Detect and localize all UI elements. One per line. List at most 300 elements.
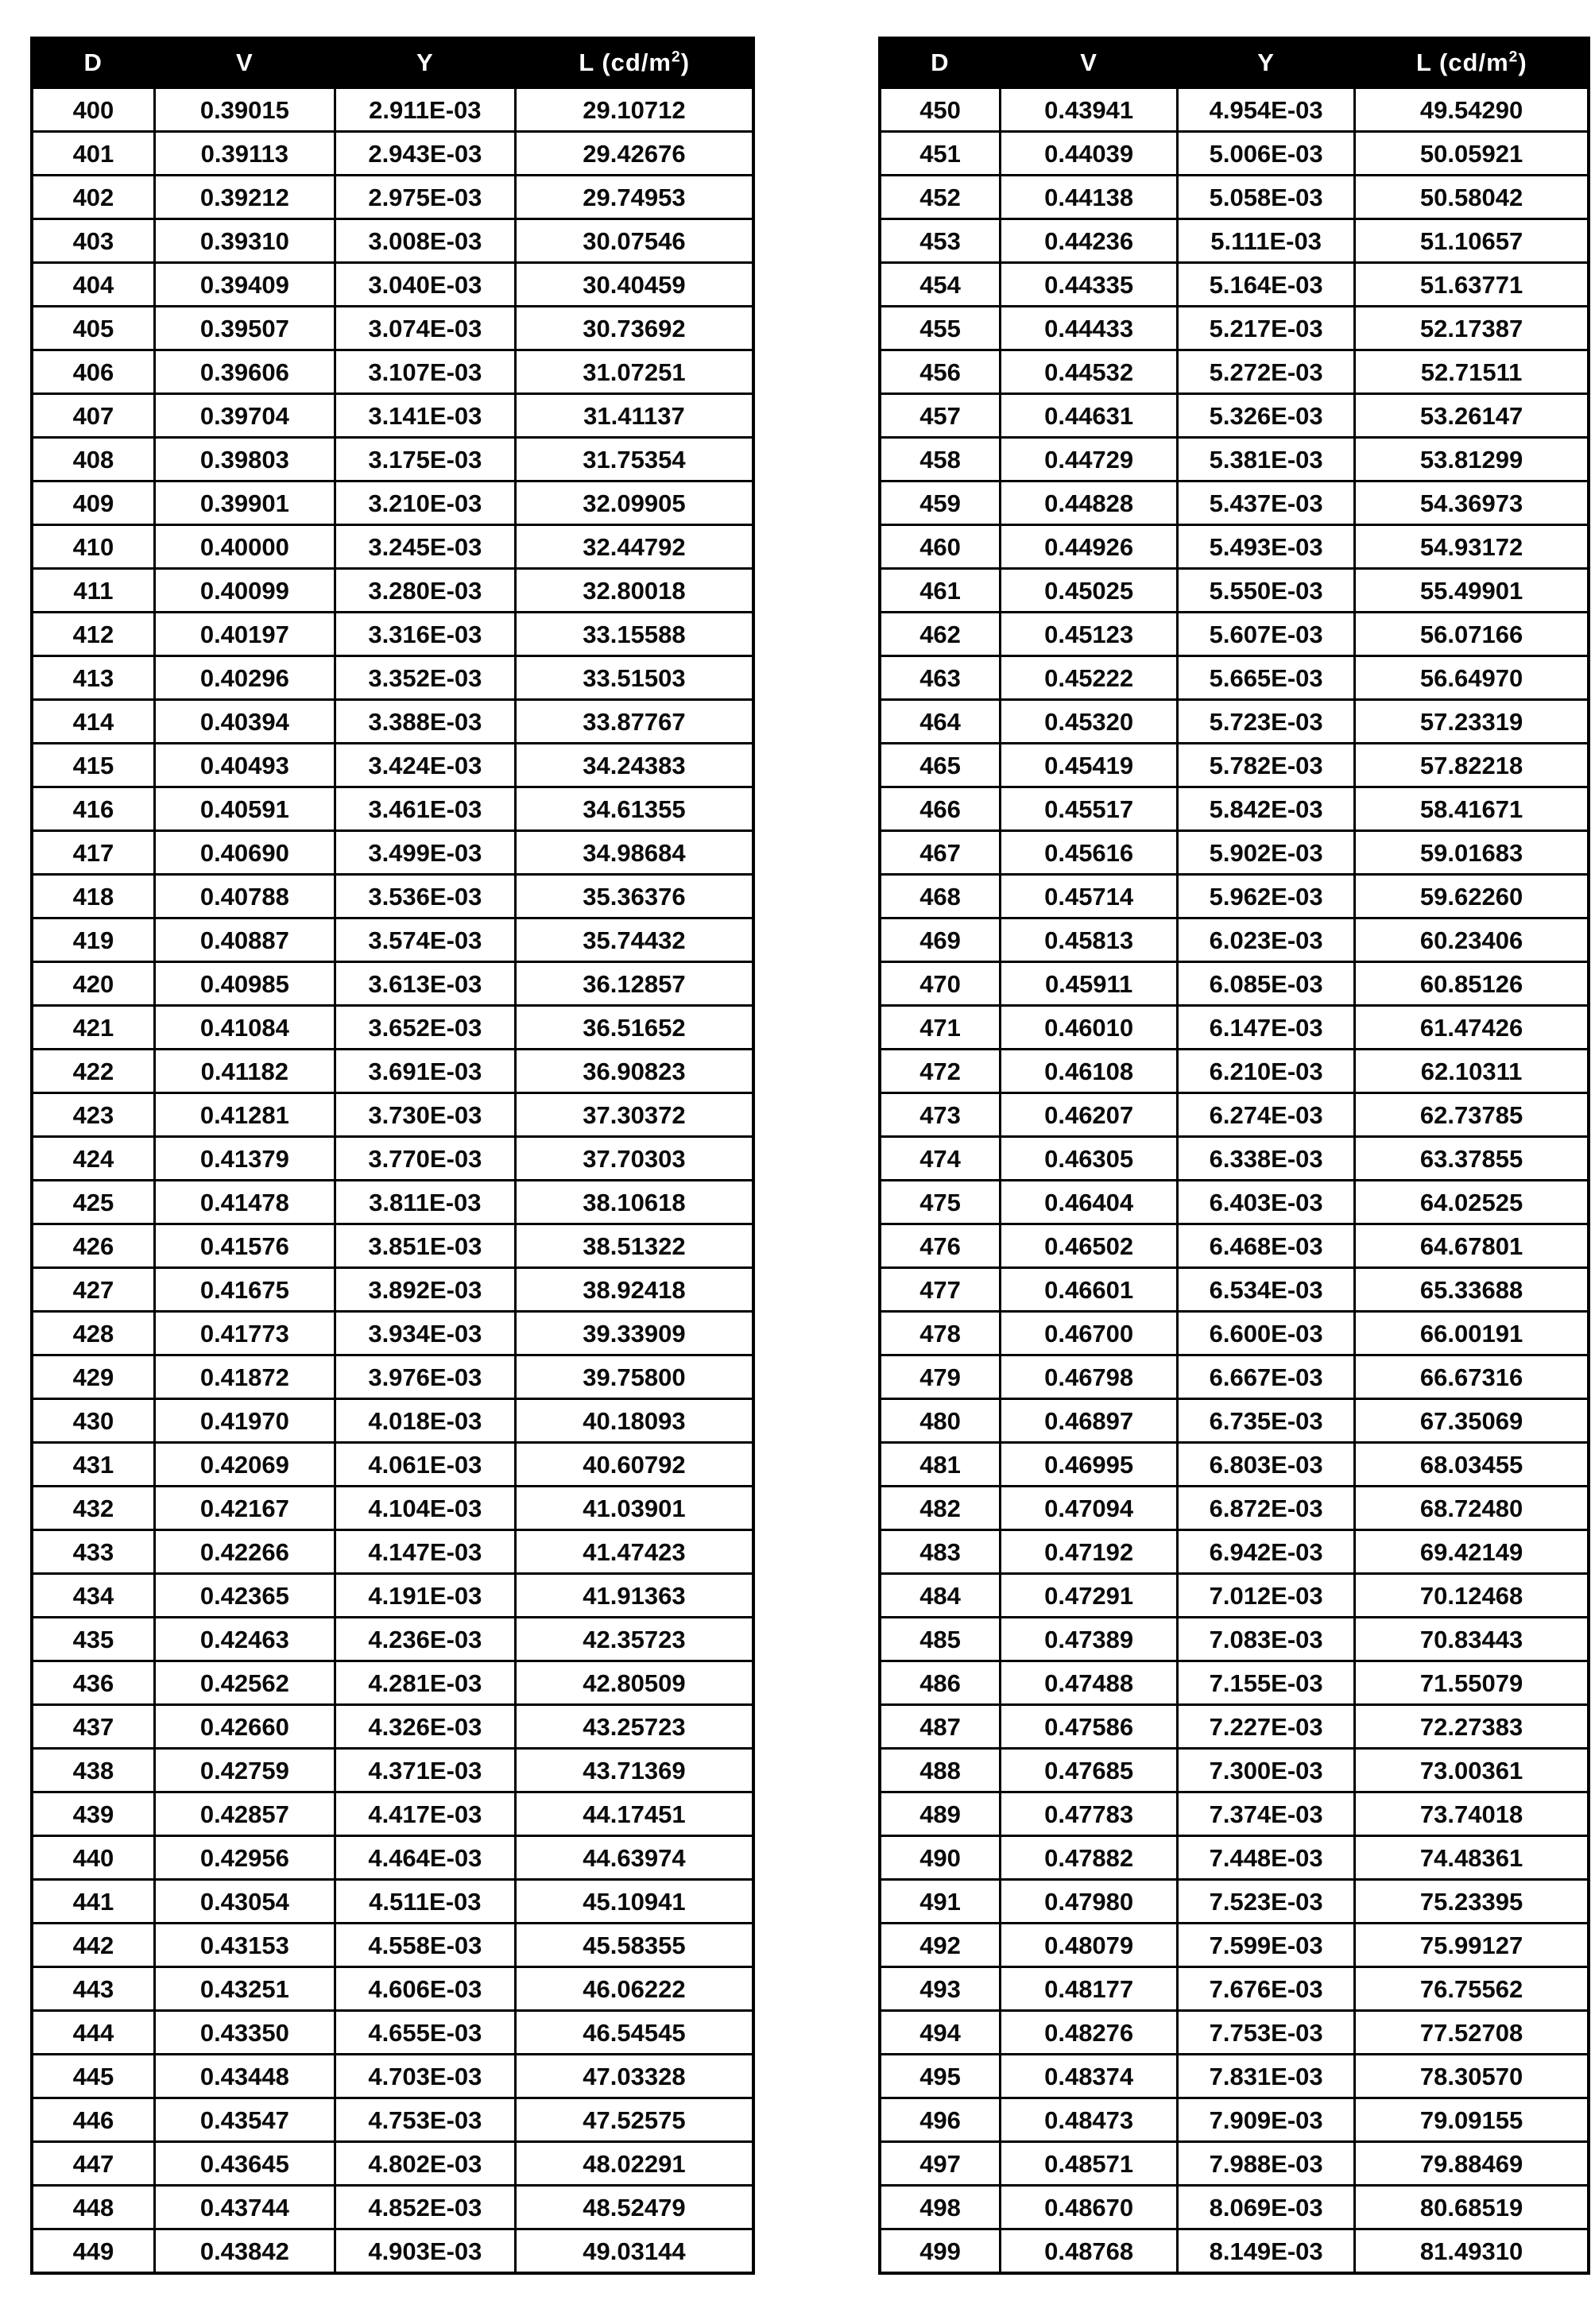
- cell: 441: [32, 1880, 154, 1924]
- cell: 3.892E-03: [335, 1268, 515, 1312]
- cell: 0.44532: [1001, 350, 1178, 394]
- cell: 41.47423: [515, 1530, 753, 1574]
- cell: 0.42167: [154, 1487, 335, 1530]
- cell: 4.606E-03: [335, 1967, 515, 2011]
- table-row: [32, 263, 753, 307]
- cell: 475: [880, 1181, 1001, 1224]
- cell: 476: [880, 1224, 1001, 1268]
- cell: 0.41970: [154, 1399, 335, 1443]
- cell: 30.40459: [515, 263, 753, 307]
- cell: 56.64970: [1355, 656, 1589, 700]
- table-row: [880, 87, 1589, 132]
- cell: 3.316E-03: [335, 613, 515, 656]
- cell: 406: [32, 350, 154, 394]
- cell: 403: [32, 219, 154, 263]
- cell: 0.40394: [154, 700, 335, 744]
- cell: 442: [32, 1924, 154, 1967]
- table-row: [32, 962, 753, 1006]
- table-row: [32, 569, 753, 613]
- cell: 4.753E-03: [335, 2098, 515, 2142]
- cell: 0.39409: [154, 263, 335, 307]
- cell: 31.41137: [515, 394, 753, 438]
- cell: 0.44138: [1001, 176, 1178, 219]
- cell: 0.41281: [154, 1093, 335, 1137]
- table-row: [32, 394, 753, 438]
- table-row: [32, 176, 753, 219]
- table-row: [880, 875, 1589, 918]
- cell: 4.281E-03: [335, 1661, 515, 1705]
- cell: 67.35069: [1355, 1399, 1589, 1443]
- cell: 496: [880, 2098, 1001, 2142]
- cell: 5.782E-03: [1178, 744, 1355, 787]
- cell: 56.07166: [1355, 613, 1589, 656]
- cell: 3.613E-03: [335, 962, 515, 1006]
- cell: 0.45419: [1001, 744, 1178, 787]
- cell: 430: [32, 1399, 154, 1443]
- table-row: [880, 1574, 1589, 1618]
- cell: 0.45813: [1001, 918, 1178, 962]
- cell: 456: [880, 350, 1001, 394]
- table-row: [880, 219, 1589, 263]
- cell: 0.47586: [1001, 1705, 1178, 1749]
- cell: 0.39901: [154, 481, 335, 525]
- cell: 5.058E-03: [1178, 176, 1355, 219]
- cell: 73.74018: [1355, 1792, 1589, 1836]
- table-row: [880, 438, 1589, 481]
- cell: 51.10657: [1355, 219, 1589, 263]
- cell: 423: [32, 1093, 154, 1137]
- cell: 433: [32, 1530, 154, 1574]
- cell: 0.39606: [154, 350, 335, 394]
- cell: 65.33688: [1355, 1268, 1589, 1312]
- cell: 6.338E-03: [1178, 1137, 1355, 1181]
- cell: 7.448E-03: [1178, 1836, 1355, 1880]
- cell: 0.44729: [1001, 438, 1178, 481]
- table-row: [880, 962, 1589, 1006]
- cell: 0.43842: [154, 2229, 335, 2274]
- cell: 3.851E-03: [335, 1224, 515, 1268]
- cell: 4.417E-03: [335, 1792, 515, 1836]
- cell: 4.703E-03: [335, 2055, 515, 2098]
- table-row: [880, 613, 1589, 656]
- cell: 431: [32, 1443, 154, 1487]
- table-row: [32, 744, 753, 787]
- cell: 5.902E-03: [1178, 831, 1355, 875]
- cell: 0.46700: [1001, 1312, 1178, 1355]
- cell: 432: [32, 1487, 154, 1530]
- table-row: [32, 219, 753, 263]
- cell: 0.48079: [1001, 1924, 1178, 1967]
- cell: 40.60792: [515, 1443, 753, 1487]
- cell: 0.40197: [154, 613, 335, 656]
- cell: 53.81299: [1355, 438, 1589, 481]
- cell: 4.061E-03: [335, 1443, 515, 1487]
- table-row: [880, 1749, 1589, 1792]
- gsdf-table-400-449: [30, 37, 755, 2275]
- cell: 437: [32, 1705, 154, 1749]
- cell: 0.45911: [1001, 962, 1178, 1006]
- cell: 413: [32, 656, 154, 700]
- cell: 478: [880, 1312, 1001, 1355]
- cell: 4.018E-03: [335, 1399, 515, 1443]
- cell: 3.536E-03: [335, 875, 515, 918]
- cell: 439: [32, 1792, 154, 1836]
- cell: 0.39803: [154, 438, 335, 481]
- table-row: [880, 569, 1589, 613]
- cell: 408: [32, 438, 154, 481]
- table-row: [880, 656, 1589, 700]
- cell: 41.91363: [515, 1574, 753, 1618]
- table-row: [32, 918, 753, 962]
- table-row: [880, 2098, 1589, 2142]
- table-row: [880, 1836, 1589, 1880]
- cell: 419: [32, 918, 154, 962]
- cell: 424: [32, 1137, 154, 1181]
- cell: 451: [880, 132, 1001, 176]
- table-row: [32, 2229, 753, 2274]
- cell: 0.43547: [154, 2098, 335, 2142]
- table-header: [32, 38, 753, 87]
- cell: 461: [880, 569, 1001, 613]
- cell: 0.44926: [1001, 525, 1178, 569]
- cell: 455: [880, 307, 1001, 350]
- cell: 5.550E-03: [1178, 569, 1355, 613]
- cell: 46.54545: [515, 2011, 753, 2055]
- cell: 6.735E-03: [1178, 1399, 1355, 1443]
- cell: 453: [880, 219, 1001, 263]
- cell: 3.934E-03: [335, 1312, 515, 1355]
- cell: 0.41872: [154, 1355, 335, 1399]
- cell: 494: [880, 2011, 1001, 2055]
- cell: 5.607E-03: [1178, 613, 1355, 656]
- cell: 490: [880, 1836, 1001, 1880]
- cell: 34.24383: [515, 744, 753, 787]
- cell: 49.03144: [515, 2229, 753, 2274]
- gsdf-table-450-499: [878, 37, 1590, 2275]
- table-row: [880, 1705, 1589, 1749]
- cell: 0.45714: [1001, 875, 1178, 918]
- table-row: [880, 307, 1589, 350]
- cell: 0.46305: [1001, 1137, 1178, 1181]
- cell: 402: [32, 176, 154, 219]
- table-row: [880, 1137, 1589, 1181]
- cell: 435: [32, 1618, 154, 1661]
- column-header-luminance: L $(cd/m^2)$: [515, 38, 753, 87]
- cell: 33.15588: [515, 613, 753, 656]
- cell: 0.47488: [1001, 1661, 1178, 1705]
- table-row: [880, 1661, 1589, 1705]
- cell: 450: [880, 87, 1001, 132]
- cell: 0.48473: [1001, 2098, 1178, 2142]
- cell: 4.326E-03: [335, 1705, 515, 1749]
- cell: 78.30570: [1355, 2055, 1589, 2098]
- cell: 7.374E-03: [1178, 1792, 1355, 1836]
- cell: 54.36973: [1355, 481, 1589, 525]
- cell: 6.023E-03: [1178, 918, 1355, 962]
- cell: 411: [32, 569, 154, 613]
- cell: 0.48374: [1001, 2055, 1178, 2098]
- cell: 487: [880, 1705, 1001, 1749]
- cell: 0.43153: [154, 1924, 335, 1967]
- cell: 492: [880, 1924, 1001, 1967]
- table-row: [32, 2186, 753, 2229]
- cell: 48.52479: [515, 2186, 753, 2229]
- table-row: [32, 1443, 753, 1487]
- cell: 53.26147: [1355, 394, 1589, 438]
- cell: 491: [880, 1880, 1001, 1924]
- table-row: [880, 1268, 1589, 1312]
- cell: 458: [880, 438, 1001, 481]
- cell: 4.147E-03: [335, 1530, 515, 1574]
- cell: 77.52708: [1355, 2011, 1589, 2055]
- cell: 414: [32, 700, 154, 744]
- cell: 446: [32, 2098, 154, 2142]
- cell: 0.42365: [154, 1574, 335, 1618]
- cell: 0.40887: [154, 918, 335, 962]
- cell: 39.75800: [515, 1355, 753, 1399]
- cell: 497: [880, 2142, 1001, 2186]
- table-row: [32, 132, 753, 176]
- column-header-y: Y: [1178, 38, 1355, 87]
- cell: 427: [32, 1268, 154, 1312]
- cell: 3.040E-03: [335, 263, 515, 307]
- cell: 71.55079: [1355, 1661, 1589, 1705]
- column-header-luminance: L $(cd/m^2)$: [1355, 38, 1589, 87]
- cell: 7.676E-03: [1178, 1967, 1355, 2011]
- cell: 59.01683: [1355, 831, 1589, 875]
- cell: 2.943E-03: [335, 132, 515, 176]
- table-row: [880, 2229, 1589, 2274]
- cell: 467: [880, 831, 1001, 875]
- cell: 5.164E-03: [1178, 263, 1355, 307]
- table-row: [880, 2055, 1589, 2098]
- cell: 31.75354: [515, 438, 753, 481]
- cell: 41.03901: [515, 1487, 753, 1530]
- table-row: [32, 1355, 753, 1399]
- cell: 0.45320: [1001, 700, 1178, 744]
- cell: 0.41182: [154, 1050, 335, 1093]
- cell: 7.012E-03: [1178, 1574, 1355, 1618]
- cell: 74.48361: [1355, 1836, 1589, 1880]
- cell: 0.40788: [154, 875, 335, 918]
- cell: 488: [880, 1749, 1001, 1792]
- cell: 3.074E-03: [335, 307, 515, 350]
- cell: 70.12468: [1355, 1574, 1589, 1618]
- superscript-2: 2: [1508, 48, 1519, 66]
- cell: 3.461E-03: [335, 787, 515, 831]
- cell: 32.80018: [515, 569, 753, 613]
- cell: 7.753E-03: [1178, 2011, 1355, 2055]
- cell: 4.236E-03: [335, 1618, 515, 1661]
- cell: 0.46601: [1001, 1268, 1178, 1312]
- cell: 0.42759: [154, 1749, 335, 1792]
- table-body: [880, 87, 1589, 2273]
- table-row: [32, 2011, 753, 2055]
- cell: 5.665E-03: [1178, 656, 1355, 700]
- cell: 0.47192: [1001, 1530, 1178, 1574]
- cell: 471: [880, 1006, 1001, 1050]
- cell: 447: [32, 2142, 154, 2186]
- table-row: [880, 1443, 1589, 1487]
- cell: 464: [880, 700, 1001, 744]
- cell: 0.40493: [154, 744, 335, 787]
- cell: 469: [880, 918, 1001, 962]
- cell: 477: [880, 1268, 1001, 1312]
- cell: 5.842E-03: [1178, 787, 1355, 831]
- table-row: [880, 831, 1589, 875]
- cell: 418: [32, 875, 154, 918]
- cell: 0.46010: [1001, 1006, 1178, 1050]
- cell: 68.03455: [1355, 1443, 1589, 1487]
- cell: 4.852E-03: [335, 2186, 515, 2229]
- cell: 498: [880, 2186, 1001, 2229]
- cell: 0.47882: [1001, 1836, 1178, 1880]
- cell: 443: [32, 1967, 154, 2011]
- cell: 0.48768: [1001, 2229, 1178, 2274]
- cell: 5.272E-03: [1178, 350, 1355, 394]
- cell: 34.61355: [515, 787, 753, 831]
- cell: 0.44335: [1001, 263, 1178, 307]
- cell: 61.47426: [1355, 1006, 1589, 1050]
- cell: 63.37855: [1355, 1137, 1589, 1181]
- cell: 62.73785: [1355, 1093, 1589, 1137]
- table-row: [880, 176, 1589, 219]
- cell: 45.58355: [515, 1924, 753, 1967]
- cell: 0.46897: [1001, 1399, 1178, 1443]
- cell: 33.51503: [515, 656, 753, 700]
- cell: 32.44792: [515, 525, 753, 569]
- cell: 6.468E-03: [1178, 1224, 1355, 1268]
- table-row: [880, 481, 1589, 525]
- cell: 482: [880, 1487, 1001, 1530]
- cell: 425: [32, 1181, 154, 1224]
- cell: 0.39507: [154, 307, 335, 350]
- cell: 479: [880, 1355, 1001, 1399]
- table-row: [880, 1967, 1589, 2011]
- cell: 449: [32, 2229, 154, 2274]
- table-row: [32, 1924, 753, 1967]
- cell: 0.46798: [1001, 1355, 1178, 1399]
- cell: 0.45517: [1001, 787, 1178, 831]
- cell: 474: [880, 1137, 1001, 1181]
- cell: 0.40099: [154, 569, 335, 613]
- cell: 37.30372: [515, 1093, 753, 1137]
- cell: 0.44631: [1001, 394, 1178, 438]
- table-row: [32, 2098, 753, 2142]
- table-row: [880, 1224, 1589, 1268]
- cell: 7.523E-03: [1178, 1880, 1355, 1924]
- cell: 55.49901: [1355, 569, 1589, 613]
- cell: 0.42956: [154, 1836, 335, 1880]
- cell: 410: [32, 525, 154, 569]
- cell: 5.006E-03: [1178, 132, 1355, 176]
- table-row: [32, 1487, 753, 1530]
- cell: 2.975E-03: [335, 176, 515, 219]
- cell: 460: [880, 525, 1001, 569]
- cell: 39.33909: [515, 1312, 753, 1355]
- cell: 62.10311: [1355, 1050, 1589, 1093]
- cell: 0.40985: [154, 962, 335, 1006]
- table-row: [32, 307, 753, 350]
- cell: 3.574E-03: [335, 918, 515, 962]
- cell: 52.71511: [1355, 350, 1589, 394]
- cell: 407: [32, 394, 154, 438]
- table-row: [32, 350, 753, 394]
- cell: 0.47980: [1001, 1880, 1178, 1924]
- cell: 38.51322: [515, 1224, 753, 1268]
- cell: 3.352E-03: [335, 656, 515, 700]
- cell: 6.403E-03: [1178, 1181, 1355, 1224]
- cell: 33.87767: [515, 700, 753, 744]
- cell: 457: [880, 394, 1001, 438]
- cell: 429: [32, 1355, 154, 1399]
- cell: 5.493E-03: [1178, 525, 1355, 569]
- cell: 50.05921: [1355, 132, 1589, 176]
- cell: 3.141E-03: [335, 394, 515, 438]
- cell: 32.09905: [515, 481, 753, 525]
- cell: 4.371E-03: [335, 1749, 515, 1792]
- cell: 7.988E-03: [1178, 2142, 1355, 2186]
- table-row: [32, 2055, 753, 2098]
- cell: 0.41773: [154, 1312, 335, 1355]
- table-row: [32, 700, 753, 744]
- cell: 0.39015: [154, 87, 335, 132]
- cell: 43.25723: [515, 1705, 753, 1749]
- cell: 50.58042: [1355, 176, 1589, 219]
- cell: 0.41675: [154, 1268, 335, 1312]
- cell: 0.47291: [1001, 1574, 1178, 1618]
- cell: 0.39113: [154, 132, 335, 176]
- table-row: [32, 1181, 753, 1224]
- table-row: [32, 1836, 753, 1880]
- cell: 0.45616: [1001, 831, 1178, 875]
- column-header-y: Y: [335, 38, 515, 87]
- table-row: [32, 613, 753, 656]
- table-row: [880, 1355, 1589, 1399]
- cell: 29.74953: [515, 176, 753, 219]
- cell: 4.802E-03: [335, 2142, 515, 2186]
- table-row: [880, 1093, 1589, 1137]
- cell: 400: [32, 87, 154, 132]
- cell: 428: [32, 1312, 154, 1355]
- cell: 3.499E-03: [335, 831, 515, 875]
- cell: 0.46207: [1001, 1093, 1178, 1137]
- cell: 3.730E-03: [335, 1093, 515, 1137]
- cell: 73.00361: [1355, 1749, 1589, 1792]
- cell: 409: [32, 481, 154, 525]
- cell: 436: [32, 1661, 154, 1705]
- cell: 4.464E-03: [335, 1836, 515, 1880]
- cell: 401: [32, 132, 154, 176]
- table-row: [32, 875, 753, 918]
- table-row: [32, 1574, 753, 1618]
- cell: 0.40296: [154, 656, 335, 700]
- cell: 0.44433: [1001, 307, 1178, 350]
- table-row: [32, 1880, 753, 1924]
- table-body: [32, 87, 753, 2273]
- cell: 4.558E-03: [335, 1924, 515, 1967]
- cell: 48.02291: [515, 2142, 753, 2186]
- cell: 422: [32, 1050, 154, 1093]
- cell: 5.723E-03: [1178, 700, 1355, 744]
- cell: 68.72480: [1355, 1487, 1589, 1530]
- cell: 6.872E-03: [1178, 1487, 1355, 1530]
- cell: 434: [32, 1574, 154, 1618]
- table-row: [32, 87, 753, 132]
- cell: 8.069E-03: [1178, 2186, 1355, 2229]
- table-row: [32, 1618, 753, 1661]
- cell: 485: [880, 1618, 1001, 1661]
